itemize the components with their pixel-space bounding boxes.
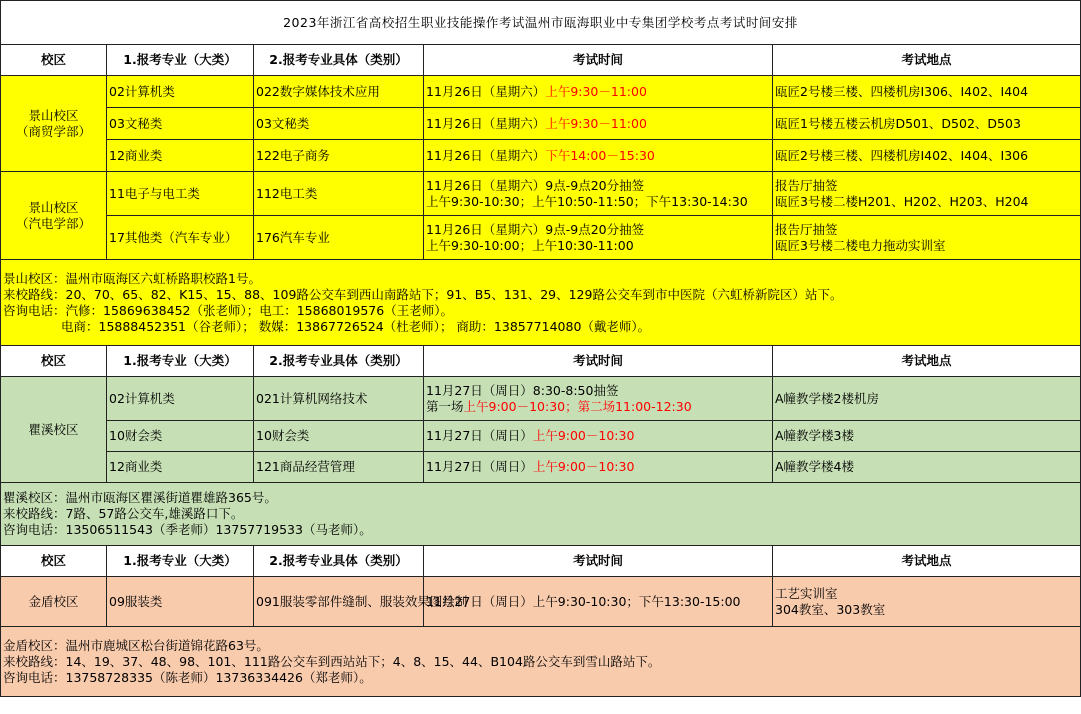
table-header-row [1, 546, 1081, 577]
place-cell: A幢教学楼2楼机房 [773, 377, 1081, 421]
table-row [1, 216, 1081, 260]
detail-cell: 176汽车专业 [254, 216, 424, 260]
table-row [1, 577, 1081, 627]
major-cell: 11电子与电工类 [107, 172, 254, 216]
place-cell: 工艺实训室 304教室、303教室 [773, 577, 1081, 627]
place-cell: A幢教学楼3楼 [773, 421, 1081, 452]
detail-cell: 10财会类 [254, 421, 424, 452]
table-row [1, 421, 1081, 452]
time-cell: 11月26日（星期六）下午14:00－15:30 [424, 140, 773, 172]
info-jindun: 金盾校区：温州市鹿城区松台街道锦花路63号。 来校路线：14、19、37、48、98、101、111路公交车到西站站下；4、8、15、44、B104路公交车到雪山路站下。 咨询电话：13758728335（陈老师）13736334426（郑老师）。 [1, 627, 1081, 697]
detail-cell: 112电工类 [254, 172, 424, 216]
place-cell: 瓯匠2号楼三楼、四楼机房I306、I402、I404 [773, 76, 1081, 108]
header-major-big: 1.报考专业（大类） [107, 546, 254, 577]
header-campus: 校区 [1, 546, 107, 577]
header-exam-place: 考试地点 [773, 546, 1081, 577]
campus-jingshan-shangmao: 景山校区 （商贸学部） [1, 76, 107, 172]
header-exam-time: 考试时间 [424, 546, 773, 577]
header-campus: 校区 [1, 45, 107, 76]
campus-quxi: 瞿溪校区 [1, 377, 107, 483]
time-cell: 11月26日（星期六）上午9:30－11:00 [424, 108, 773, 140]
major-cell: 03文秘类 [107, 108, 254, 140]
major-cell: 02计算机类 [107, 76, 254, 108]
detail-cell: 121商品经营管理 [254, 452, 424, 483]
header-campus: 校区 [1, 346, 107, 377]
place-cell: 瓯匠1号楼五楼云机房D501、D502、D503 [773, 108, 1081, 140]
table-header-row [1, 45, 1081, 76]
campus-jingshan-qiche: 景山校区 （汽电学部） [1, 172, 107, 260]
header-exam-place: 考试地点 [773, 346, 1081, 377]
time-cell: 11月27日（周日）上午9:00－10:30 [424, 421, 773, 452]
header-major-detail: 2.报考专业具体（类别） [254, 546, 424, 577]
time-cell: 11月26日（星期六）9点-9点20分抽签 上午9:30-10:00；上午10:30-11:00 [424, 216, 773, 260]
info-row-quxi [1, 483, 1081, 546]
table-header-row [1, 346, 1081, 377]
detail-cell: 021计算机网络技术 [254, 377, 424, 421]
time-cell: 11月26日（星期六）9点-9点20分抽签 上午9:30-10:30；上午10:50-11:50；下午13:30-14:30 [424, 172, 773, 216]
major-cell: 10财会类 [107, 421, 254, 452]
place-cell: A幢教学楼4楼 [773, 452, 1081, 483]
time-cell: 11月27日（周日）8:30-8:50抽签 第一场上午9:00－10:30；第二场11:00-12:30 [424, 377, 773, 421]
detail-cell: 091服装零部件缝制、服装效果图绘制 [254, 577, 424, 627]
campus-jindun: 金盾校区 [1, 577, 107, 627]
major-cell: 17其他类（汽车专业） [107, 216, 254, 260]
time-cell: 11月27日（周日）上午9:00－10:30 [424, 452, 773, 483]
table-row [1, 172, 1081, 216]
major-cell: 09服装类 [107, 577, 254, 627]
table-row [1, 108, 1081, 140]
page-title: 2023年浙江省高校招生职业技能操作考试温州市瓯海职业中专集团学校考点考试时间安排 [1, 1, 1081, 45]
place-cell: 瓯匠2号楼三楼、四楼机房I402、I404、I306 [773, 140, 1081, 172]
table-row [1, 452, 1081, 483]
time-cell: 11月27日（周日）上午9:30-10:30；下午13:30-15:00 [424, 577, 773, 627]
major-cell: 02计算机类 [107, 377, 254, 421]
header-exam-time: 考试时间 [424, 45, 773, 76]
table-row [1, 377, 1081, 421]
time-cell: 11月26日（星期六）上午9:30－11:00 [424, 76, 773, 108]
header-exam-place: 考试地点 [773, 45, 1081, 76]
info-quxi: 瞿溪校区：温州市瓯海区瞿溪街道瞿雄路365号。 来校路线：7路、57路公交车,雄溪路口下。 咨询电话：13506511543（季老师）13757719533（马老师）。 [1, 483, 1081, 546]
header-major-detail: 2.报考专业具体（类别） [254, 45, 424, 76]
table-row [1, 76, 1081, 108]
place-cell: 报告厅抽签 瓯匠3号楼二楼电力拖动实训室 [773, 216, 1081, 260]
info-row-jingshan [1, 260, 1081, 346]
header-major-big: 1.报考专业（大类） [107, 346, 254, 377]
detail-cell: 022数字媒体技术应用 [254, 76, 424, 108]
detail-cell: 122电子商务 [254, 140, 424, 172]
info-row-jindun [1, 627, 1081, 697]
detail-cell: 03文秘类 [254, 108, 424, 140]
major-cell: 12商业类 [107, 140, 254, 172]
header-major-detail: 2.报考专业具体（类别） [254, 346, 424, 377]
major-cell: 12商业类 [107, 452, 254, 483]
header-major-big: 1.报考专业（大类） [107, 45, 254, 76]
info-jingshan: 景山校区：温州市瓯海区六虹桥路职校路1号。 来校路线：20、70、65、82、K15、15、88、109路公交车到西山南路站下；91、B5、131、29、129路公交车到市中医院（六虹桥新院区）站下。 咨询电话：汽修：15869638452（张老师）；电工：15868019576（王老师）。 电商：15888452351（谷老师）； 数媒：13867726524（杜老师）； 商助：13857714080（戴老师）。 [1, 260, 1081, 346]
table-row [1, 140, 1081, 172]
header-exam-time: 考试时间 [424, 346, 773, 377]
place-cell: 报告厅抽签 瓯匠3号楼二楼H201、H202、H203、H204 [773, 172, 1081, 216]
